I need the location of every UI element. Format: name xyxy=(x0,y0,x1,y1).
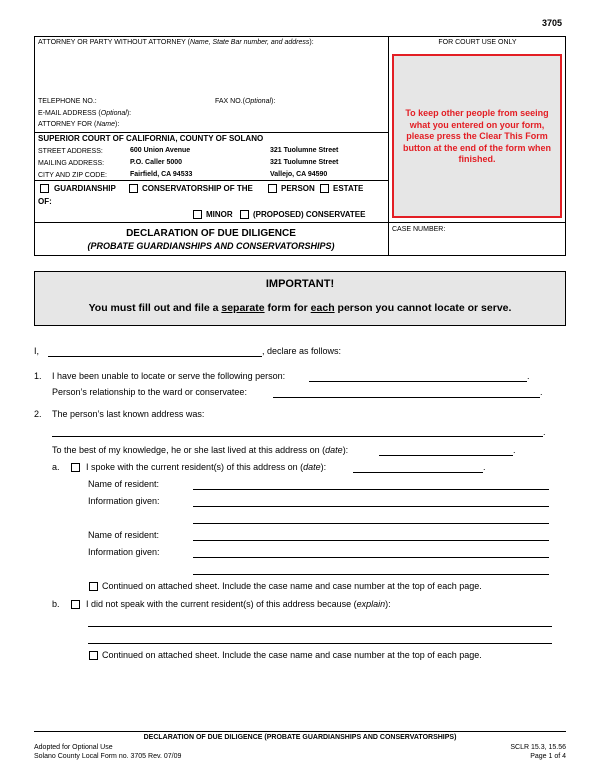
attorney-for-field[interactable] xyxy=(134,120,383,130)
i-label: I, xyxy=(34,346,40,356)
item-a-label: a. xyxy=(52,462,60,472)
continued-a-text: Continued on attached sheet. Include the case name and case number at the top of each page. xyxy=(102,581,482,591)
resident1-info-field-2[interactable] xyxy=(193,514,549,524)
street-label: STREET ADDRESS: xyxy=(38,148,103,155)
conservatorship-label: CONSERVATORSHIP OF THE xyxy=(142,184,253,193)
important-title: IMPORTANT! xyxy=(265,278,335,290)
continued-b-checkbox[interactable] xyxy=(89,651,98,660)
item-b-label: b. xyxy=(52,599,60,609)
attorney-for-label: ATTORNEY FOR (Name): xyxy=(38,121,120,128)
resident1-info-field-1[interactable] xyxy=(193,497,549,507)
of-label: OF: xyxy=(38,197,52,206)
fax-label: FAX NO.(Optional): xyxy=(215,98,276,105)
caption-divider xyxy=(388,36,389,256)
declarant-name-field[interactable] xyxy=(48,347,262,357)
attorney-input[interactable] xyxy=(38,50,387,98)
important-text: You must fill out and file a separate form for each person you cannot locate or serve. xyxy=(88,302,512,314)
clear-notice-box xyxy=(392,54,562,218)
person-checkbox[interactable] xyxy=(268,184,277,193)
clear-notice-text: To keep other people from seeing what you entered on your form, please press the Clear This Form button at the end of the form when finished. xyxy=(403,108,551,164)
email-field[interactable] xyxy=(148,109,383,119)
lived-label: To the best of my knowledge, he or she last lived at this address on (date): xyxy=(52,445,349,455)
continued-a-checkbox[interactable] xyxy=(89,582,98,591)
conservatee-label: (PROPOSED) CONSERVATEE xyxy=(253,210,366,219)
item1b-period: . xyxy=(540,387,543,397)
minor-checkbox[interactable] xyxy=(193,210,202,219)
title-top-rule xyxy=(34,222,566,223)
spoke-date-field[interactable] xyxy=(353,463,483,473)
case-number-label: CASE NUMBER: xyxy=(392,226,446,233)
resident2-info-field-1[interactable] xyxy=(193,548,549,558)
city-value-1: Fairfield, CA 94533 xyxy=(130,171,193,178)
footer-rule xyxy=(34,731,566,732)
resident2-info-field-2[interactable] xyxy=(193,565,549,575)
guardianship-checkbox[interactable] xyxy=(40,184,49,193)
item2-text: The person’s last known address was: xyxy=(52,409,205,419)
footer-rules: SCLR 15.3, 15.56 xyxy=(510,744,566,751)
resident2-name-label: Name of resident: xyxy=(88,530,160,540)
court-name: SUPERIOR COURT OF CALIFORNIA, COUNTY OF SOLANO xyxy=(38,134,264,143)
form-number: 3705 xyxy=(541,18,562,28)
fax-field[interactable] xyxy=(288,97,383,107)
telephone-label: TELEPHONE NO.: xyxy=(38,98,97,105)
email-label: E-MAIL ADDRESS (Optional): xyxy=(38,110,132,117)
court-top-rule xyxy=(34,132,388,133)
footer-page: Page 1 of 4 xyxy=(530,753,566,760)
declare-label: , declare as follows: xyxy=(262,346,342,356)
city-value-2: Vallejo, CA 94590 xyxy=(270,171,328,178)
case-number-field[interactable] xyxy=(392,236,562,252)
ward-name-field[interactable] xyxy=(60,196,380,206)
street-value-1: 600 Union Avenue xyxy=(130,147,191,154)
continued-b-text: Continued on attached sheet. Include the case name and case number at the top of each page. xyxy=(102,650,482,660)
resident2-info-label: Information given: xyxy=(88,547,160,557)
item2-period: . xyxy=(543,427,546,437)
item-a-period: . xyxy=(483,462,486,472)
item1-number: 1. xyxy=(34,371,42,381)
telephone-field[interactable] xyxy=(96,97,206,107)
doc-title: DECLARATION OF DUE DILIGENCE xyxy=(126,228,296,239)
conservatee-checkbox[interactable] xyxy=(240,210,249,219)
mailing-value-1: P.O. Caller 5000 xyxy=(130,159,183,166)
item-b-text: I did not speak with the current resident(s) of this address because (explain): xyxy=(86,599,391,609)
conservatorship-checkbox[interactable] xyxy=(129,184,138,193)
estate-label: ESTATE xyxy=(333,184,364,193)
item1-text: I have been unable to locate or serve the following person: xyxy=(52,371,286,381)
footer-title: DECLARATION OF DUE DILIGENCE (PROBATE GUARDIANSHIPS AND CONSERVATORSHIPS) xyxy=(143,734,457,741)
attorney-label: ATTORNEY OR PARTY WITHOUT ATTORNEY (Name, State Bar number, and address): xyxy=(38,39,314,46)
mailing-value-2: 321 Tuolumne Street xyxy=(270,159,339,166)
lived-date-field[interactable] xyxy=(379,446,513,456)
estate-checkbox[interactable] xyxy=(320,184,329,193)
street-value-2: 321 Tuolumne Street xyxy=(270,147,339,154)
resident1-name-label: Name of resident: xyxy=(88,479,160,489)
explain-field-1[interactable] xyxy=(88,617,552,627)
person-label: PERSON xyxy=(281,184,315,193)
footer-local-form: Solano County Local Form no. 3705 Rev. 07/09 xyxy=(34,753,182,760)
resident2-name-field[interactable] xyxy=(193,531,549,541)
resident1-name-field[interactable] xyxy=(193,480,549,490)
guardianship-label: GUARDIANSHIP xyxy=(54,184,116,193)
mailing-label: MAILING ADDRESS: xyxy=(38,160,105,167)
important-box xyxy=(34,271,566,326)
item-a-text: I spoke with the current resident(s) of this address on (date): xyxy=(86,462,327,472)
court-bottom-rule xyxy=(34,180,388,181)
item2-number: 2. xyxy=(34,409,42,419)
did-not-speak-checkbox[interactable] xyxy=(71,600,80,609)
court-use-label: FOR COURT USE ONLY xyxy=(438,39,517,46)
item1-period: . xyxy=(527,371,530,381)
unlocated-person-field[interactable] xyxy=(309,372,527,382)
spoke-checkbox[interactable] xyxy=(71,463,80,472)
minor-label: MINOR xyxy=(206,210,233,219)
footer-adopted: Adopted for Optional Use xyxy=(34,744,113,751)
explain-field-2[interactable] xyxy=(88,634,552,644)
relationship-field[interactable] xyxy=(273,388,540,398)
doc-subtitle: (PROBATE GUARDIANSHIPS AND CONSERVATORSHIPS) xyxy=(87,241,335,251)
resident1-info-label: Information given: xyxy=(88,496,160,506)
relationship-label: Person’s relationship to the ward or conservatee: xyxy=(52,387,247,397)
last-known-address-field[interactable] xyxy=(52,427,543,437)
city-label: CITY AND ZIP CODE: xyxy=(38,172,107,179)
lived-period: . xyxy=(513,445,516,455)
